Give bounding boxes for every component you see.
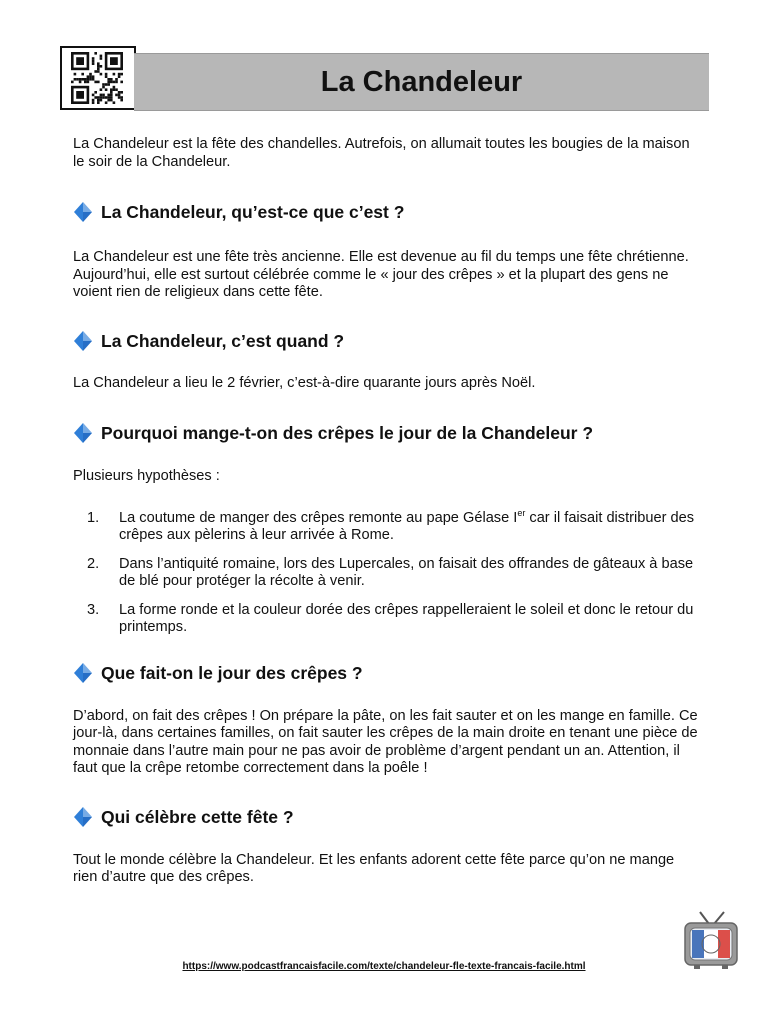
section-paragraph: Tout le monde célèbre la Chandeleur. Et les enfants adorent cette fête parce qu’on ne mange rien d’autre que des crêpes. xyxy=(73,851,675,885)
section-heading xyxy=(73,662,698,684)
list-item-text: La forme ronde et la couleur dorée des crêpes rappelleraient le soleil et donc le retour du printemps. xyxy=(119,601,694,635)
hypotheses-list xyxy=(73,507,698,637)
section-heading-text: La Chandeleur, qu’est-ce que c’est ? xyxy=(101,202,405,222)
list-item xyxy=(73,507,698,545)
list-item-text: La coutume de manger des crêpes remonte au pape Gélase Ier car il faisait distribuer des crêpes aux pèlerins à leur arrivée à Rome. xyxy=(119,507,695,543)
section-heading xyxy=(73,422,698,444)
section-paragraph: D’abord, on fait des crêpes ! On prépare la pâte, on les fait sauter et on les mange en famille. Ce jour-là, dans certaines familles, on fait sauter les crêpes de la main droite en tenant une pièce de monnaie dans l’autre main pour ne pas avoir de problème d’argent pendant un an. Attention, il faut que la crêpe retombe correctement dans la poêle ! xyxy=(73,707,698,776)
section-heading xyxy=(73,806,698,828)
blue-diamond-icon xyxy=(73,330,93,352)
section-heading-text: Qui célèbre cette fête ? xyxy=(101,806,294,827)
section-heading xyxy=(73,330,698,352)
list-number: 3. xyxy=(87,601,100,618)
intro-paragraph: La Chandeleur est la fête des chandelles. Autrefois, on allumait toutes les bougies de la maison le soir de la Chandeleur. xyxy=(73,136,690,170)
superscript: er xyxy=(517,507,526,518)
section-paragraph: Plusieurs hypothèses : xyxy=(73,468,220,484)
list-number: 2. xyxy=(87,555,100,572)
page-title: La Chandeleur xyxy=(320,65,523,98)
list-item xyxy=(73,556,698,591)
source-url-link[interactable]: https://www.podcastfrancaisfacile.com/texte/chandeleur-fle-texte-francais-facile.html xyxy=(182,961,586,972)
list-item xyxy=(73,602,698,637)
list-number: 1. xyxy=(87,509,100,526)
section-paragraph: La Chandeleur est une fête très ancienne. Elle est devenue au fil du temps une fête chrétienne. Aujourd’hui, elle est surtout célébrée comme le « jour des crêpes » et la plupart des gens ne voient rien de religieux dans cette fête. xyxy=(73,249,689,300)
section-heading xyxy=(73,201,698,223)
document-body xyxy=(73,136,698,887)
blue-diamond-icon xyxy=(73,201,93,223)
blue-diamond-icon xyxy=(73,662,93,684)
list-item-text: Dans l’antiquité romaine, lors des Lupercales, on faisait des offrandes de gâteaux à base de blé pour protéger la récolte à venir. xyxy=(119,555,694,589)
blue-diamond-icon xyxy=(73,422,93,444)
section-paragraph: La Chandeleur a lieu le 2 février, c’est-à-dire quarante jours après Noël. xyxy=(73,374,536,391)
section-heading-text: Que fait-on le jour des crêpes ? xyxy=(101,662,363,683)
qr-code-icon xyxy=(60,46,136,110)
section-heading-text: Pourquoi mange-t-on des crêpes le jour de la Chandeleur ? xyxy=(101,423,594,443)
title-banner xyxy=(134,53,709,111)
blue-diamond-icon xyxy=(73,806,93,828)
section-heading-text: La Chandeleur, c’est quand ? xyxy=(101,330,345,351)
